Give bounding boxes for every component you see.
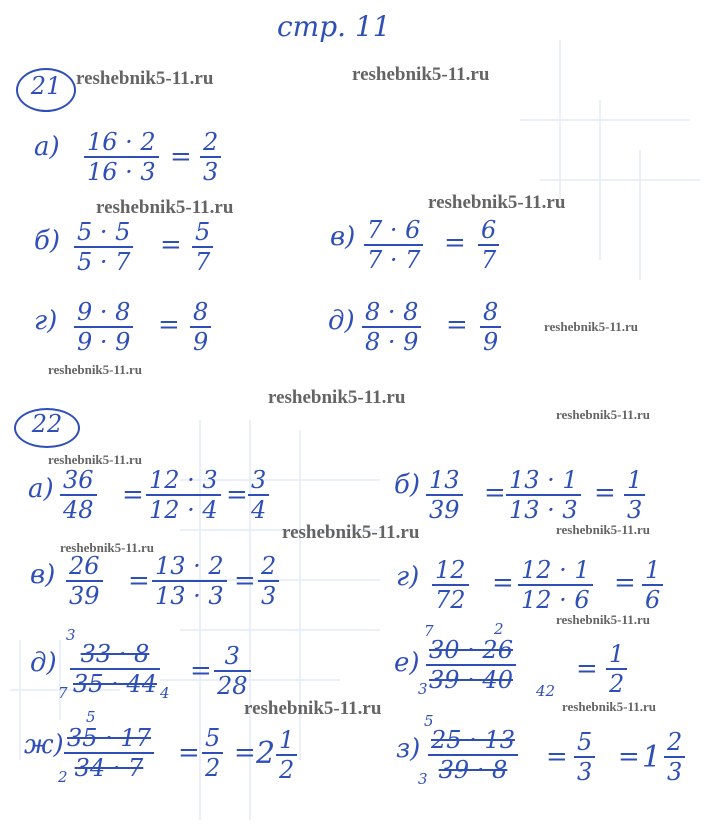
task-22a-fraction-2: 12 · 3 12 · 4: [146, 466, 221, 524]
watermark: reshebnik5-11.ru: [48, 362, 143, 377]
task-22a-label: а): [28, 474, 54, 504]
equals-sign: =: [492, 568, 514, 598]
task-21a-fraction-1: 16 · 2 16 · 3: [84, 128, 159, 186]
task-22v-fraction-1: 26 39: [66, 552, 103, 610]
task-22zh-whole: 2: [256, 736, 276, 771]
task-22e-label: е): [394, 648, 420, 678]
task-22z-fraction-2: 5 3: [574, 728, 595, 786]
watermark: reshebnik5-11.ru: [556, 522, 651, 537]
task-22zh-top-note: 5: [86, 708, 96, 726]
task-22e-fraction-2: 1 2: [606, 640, 627, 698]
task-21b-fraction-1: 5 · 5 5 · 7: [74, 218, 133, 276]
task-22a-fraction-1: 36 48: [60, 466, 97, 524]
equals-sign: =: [446, 310, 468, 340]
task-22g-fraction-2: 12 · 1 12 · 6: [518, 556, 593, 614]
task-22e-fraction-1: 30 · 26 39 · 40: [426, 636, 516, 694]
equals-sign: =: [226, 480, 248, 510]
task-21a-label: а): [34, 132, 60, 162]
equals-sign: =: [128, 566, 150, 596]
watermark: reshebnik5-11.ru: [556, 407, 651, 422]
task-22zh-fraction-3: 1 2: [276, 726, 297, 784]
task-22z-whole: 1: [642, 740, 662, 775]
task-21b-label: б): [34, 226, 61, 256]
task-22g-fraction-1: 12 72: [432, 556, 469, 614]
task-22b-fraction-3: 1 3: [624, 466, 645, 524]
task-22z-label: з): [396, 734, 421, 764]
task-22d-left-note: 7: [58, 684, 68, 702]
watermark: reshebnik5-11.ru: [352, 64, 490, 85]
task-21g-label: г): [34, 306, 58, 336]
task-21g-fraction-2: 8 9: [190, 298, 211, 356]
watermark: reshebnik5-11.ru: [282, 522, 420, 543]
task-22v-fraction-2: 13 · 2 13 · 3: [152, 552, 227, 610]
task-21d-label: д): [328, 306, 355, 336]
task-22d-top-note: 3: [66, 626, 76, 644]
task-22d-label: д): [30, 648, 57, 678]
task-22v-label: в): [30, 560, 56, 590]
task-22d-fraction-1: 33 · 8 35 · 44: [70, 640, 160, 698]
task-21a-fraction-2: 2 3: [200, 128, 221, 186]
task-22zh-left-note: 2: [58, 768, 68, 786]
task-22g-fraction-3: 1 6: [642, 556, 663, 614]
task-22b-fraction-2: 13 · 1 13 · 3: [506, 466, 581, 524]
equals-sign: =: [618, 742, 640, 772]
watermark: reshebnik5-11.ru: [544, 319, 639, 334]
task-22zh-fraction-2: 5 2: [202, 724, 223, 782]
task-22d-fraction-2: 3 28: [214, 642, 251, 700]
task-21v-label: в): [330, 222, 356, 252]
watermark: reshebnik5-11.ru: [562, 699, 657, 714]
watermark: reshebnik5-11.ru: [428, 192, 566, 213]
page-title: стр. 11: [277, 10, 391, 43]
task-21d-fraction-2: 8 9: [480, 298, 501, 356]
equals-sign: =: [576, 654, 598, 684]
task-22e-left-note: 3: [418, 680, 428, 698]
equals-sign: =: [178, 738, 200, 768]
watermark: reshebnik5-11.ru: [268, 387, 406, 408]
task-22e-right-note: 42: [536, 682, 556, 700]
equals-sign: =: [190, 656, 212, 686]
equals-sign: =: [158, 310, 180, 340]
equals-sign: =: [234, 738, 256, 768]
task-22d-right-note: 4: [160, 684, 170, 702]
equals-sign: =: [594, 478, 616, 508]
task-21v-fraction-2: 6 7: [478, 216, 499, 274]
equals-sign: =: [234, 566, 256, 596]
task-21d-fraction-1: 8 · 8 8 · 9: [362, 298, 421, 356]
task-22a-fraction-3: 3 4: [248, 466, 269, 524]
task-22z-fraction-1: 25 · 13 39 · 8: [428, 726, 518, 784]
watermark: reshebnik5-11.ru: [244, 698, 382, 719]
equals-sign: =: [122, 480, 144, 510]
task-22g-label: г): [396, 562, 420, 592]
task-22e-top-note-1: 7: [424, 622, 434, 640]
equals-sign: =: [546, 742, 568, 772]
task-22e-top-note-2: 2: [494, 620, 504, 638]
watermark: reshebnik5-11.ru: [96, 197, 234, 218]
watermark: reshebnik5-11.ru: [60, 540, 155, 555]
task-21-number: 21: [16, 68, 76, 112]
task-21v-fraction-1: 7 · 6 7 · 7: [364, 216, 423, 274]
watermark: reshebnik5-11.ru: [48, 452, 143, 467]
watermark: reshebnik5-11.ru: [76, 68, 214, 89]
task-22zh-fraction-1: 35 · 17 34 · 7: [64, 724, 154, 782]
task-22z-fraction-3: 2 3: [664, 728, 685, 786]
equals-sign: =: [484, 478, 506, 508]
task-22z-top-note: 5: [424, 712, 434, 730]
task-22b-label: б): [394, 470, 421, 500]
task-22v-fraction-3: 2 3: [258, 552, 279, 610]
task-21b-fraction-2: 5 7: [192, 218, 213, 276]
task-22z-left-note: 3: [418, 770, 428, 788]
equals-sign: =: [170, 142, 192, 172]
task-22-number: 22: [14, 408, 80, 448]
equals-sign: =: [160, 230, 182, 260]
task-21g-fraction-1: 9 · 8 9 · 9: [74, 298, 133, 356]
watermark: reshebnik5-11.ru: [556, 612, 651, 627]
task-22zh-label: ж): [24, 730, 64, 760]
equals-sign: =: [614, 568, 636, 598]
equals-sign: =: [444, 228, 466, 258]
task-22b-fraction-1: 13 39: [426, 466, 463, 524]
